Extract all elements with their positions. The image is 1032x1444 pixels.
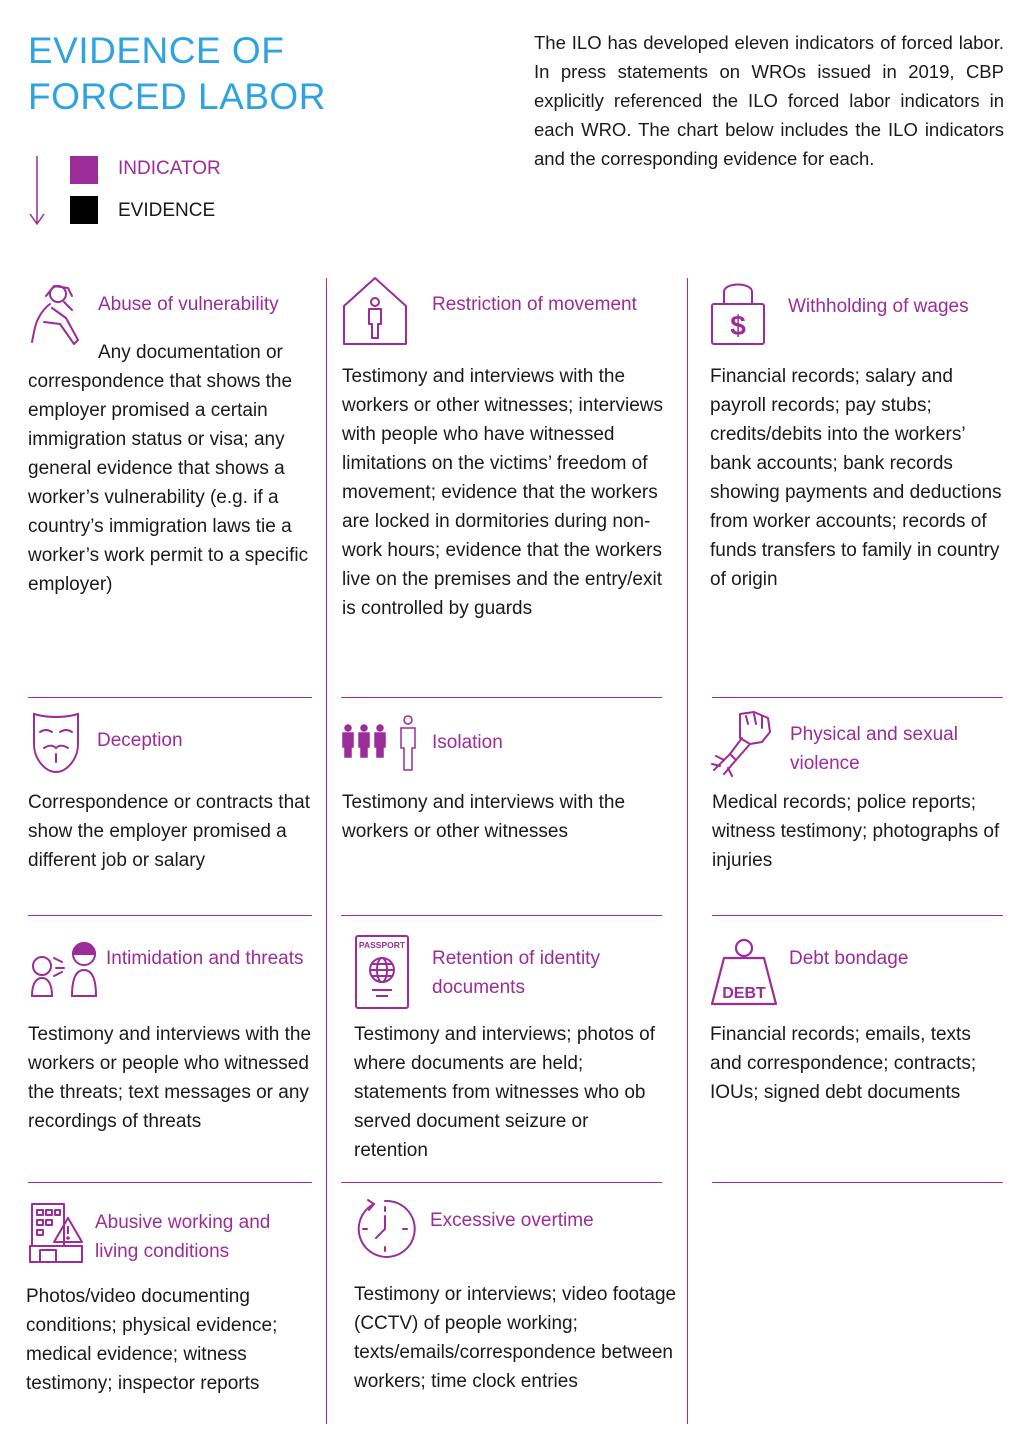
indicator-label: Intimidation and threats	[106, 948, 304, 969]
indicator-label: Abusive working and living conditions	[95, 1212, 271, 1262]
indicator-label: Withholding of wages	[788, 296, 969, 317]
passport-label: PASSPORT	[358, 940, 406, 950]
row-divider	[341, 915, 662, 916]
debt-label: DEBT	[722, 985, 766, 1002]
arrow-down-icon	[28, 156, 48, 228]
indicator-label: Isolation	[432, 732, 503, 753]
row-divider	[341, 1182, 662, 1183]
indicator-label: Physical and sexual violence	[790, 724, 958, 774]
indicator-label: Deception	[97, 730, 183, 751]
evidence-text: Testimony and interviews; photos of where documents are held; statements from witnesses who ob served document seizure or retention	[354, 1024, 655, 1161]
padlock-dollar-icon	[710, 276, 766, 346]
shouting-people-icon	[28, 940, 100, 998]
column-divider	[687, 278, 688, 1424]
evidence-swatch	[70, 196, 98, 224]
fist-icon	[710, 710, 774, 778]
evidence-text: Testimony and interviews with the workers or other witnesses; interviews with people who have witnessed limitations on the victims’ freedom of movement; evidence that the workers are locked in dormitories during non-work hours; evidence that the workers live on the premises and the entry/exit is controlled by guards	[342, 366, 663, 619]
indicator-label: Restriction of movement	[432, 294, 637, 315]
evidence-text: Correspondence or contracts that show the employer promised a different job or salary	[28, 792, 310, 871]
passport-icon	[354, 934, 410, 1010]
evidence-text: Medical records; police reports; witness testimony; photographs of injuries	[712, 792, 1000, 871]
debt-weight-icon	[708, 936, 780, 1008]
indicator-label: Excessive overtime	[430, 1210, 594, 1231]
row-divider	[341, 697, 662, 698]
building-warning-icon	[28, 1202, 84, 1264]
row-divider	[28, 915, 312, 916]
row-divider	[28, 1182, 312, 1183]
indicator-label: Retention of identity documents	[432, 948, 600, 998]
evidence-text: Financial records; emails, texts and correspondence; contracts; IOUs; signed debt documents	[710, 1024, 977, 1103]
legend-indicator-label: INDICATOR	[118, 158, 221, 179]
mask-icon	[30, 710, 82, 774]
column-divider	[326, 278, 327, 1424]
svg-text:$: $	[730, 310, 746, 341]
page-title: EVIDENCE OF FORCED LABOR	[28, 30, 326, 117]
evidence-text: Testimony or interviews; video footage (CCTV) of people working; texts/emails/correspondence between workers; time clock entries	[354, 1284, 677, 1392]
evidence-text: Photos/video documenting conditions; physical evidence; medical evidence; witness testimony; inspector reports	[26, 1286, 278, 1394]
row-divider	[712, 1182, 1003, 1183]
indicator-label: Abuse of vulnerability	[98, 294, 279, 315]
evidence-text: Testimony and interviews with the workers or people who witnessed the threats; text messages or any recordings of threats	[28, 1024, 312, 1132]
intro-paragraph: The ILO has developed eleven indicators of forced labor. In press statements on WROs issued in 2019, CBP explicitly referenced the ILO forced labor indicators in each WRO. The chart below includes the ILO indicators and the corresponding evidence for each.	[534, 32, 1004, 169]
evidence-text: Any documentation or correspondence that shows the employer promised a certain immigration status or visa; any general evidence that shows a worker’s vulnerability (e.g. if a country’s immigration laws tie a worker’s work permit to a specific employer)	[28, 342, 309, 595]
clock-icon	[354, 1198, 416, 1260]
indicator-label: Debt bondage	[789, 948, 909, 969]
crouching-person-icon	[28, 282, 84, 346]
indicator-swatch	[70, 156, 98, 184]
legend-evidence-label: EVIDENCE	[118, 200, 216, 221]
evidence-text: Financial records; salary and payroll records; pay stubs; credits/debits into the workers’ bank accounts; bank records showing payments and deductions from worker accounts; records of funds transfers to family in country of origin	[710, 366, 1002, 590]
isolated-person-icon	[342, 714, 422, 774]
row-divider	[712, 697, 1003, 698]
person-in-house-icon	[342, 276, 408, 346]
row-divider	[28, 697, 312, 698]
evidence-text: Testimony and interviews with the workers or other witnesses	[342, 792, 626, 842]
row-divider	[712, 915, 1003, 916]
